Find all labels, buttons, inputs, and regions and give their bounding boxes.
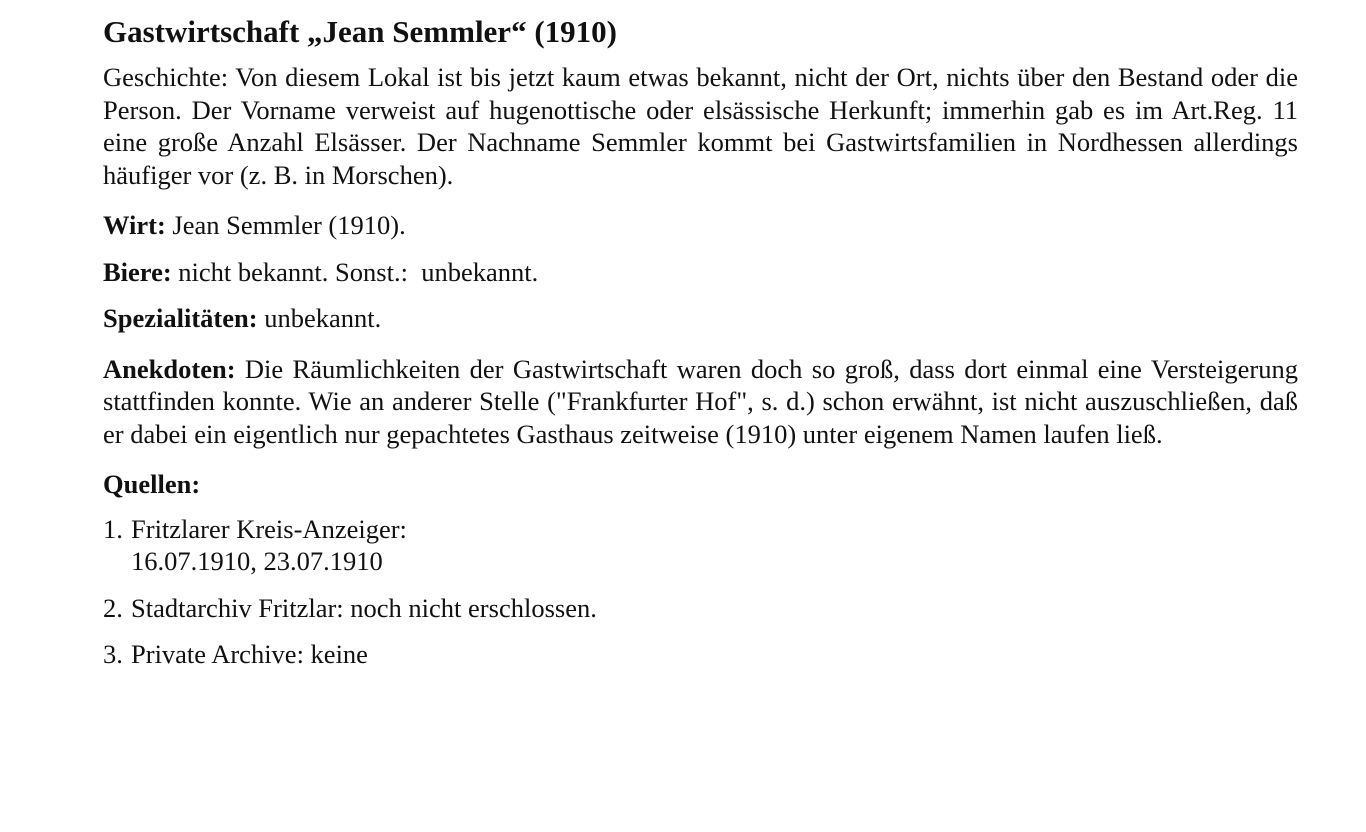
biere-label: Biere: (103, 256, 172, 287)
anekdoten-label: Anekdoten: (103, 353, 236, 384)
list-item (103, 513, 1298, 578)
list-item-text (131, 638, 368, 671)
list-item-number: 2. (103, 592, 123, 623)
list-item-line: Fritzlarer Kreis-Anzeiger: (131, 513, 407, 544)
list-item-text (131, 592, 597, 625)
list-item (103, 592, 1298, 625)
list-item-line: 16.07.1910, 23.07.1910 (131, 546, 383, 576)
list-item-text (131, 513, 407, 578)
spezialitaeten-value: unbekannt. (257, 303, 382, 333)
list-item-line: Stadtarchiv Fritzlar: noch nicht erschlossen. (131, 592, 597, 623)
anekdoten-value: Die Räumlichkeiten der Gastwirtschaft waren doch so groß, dass dort einmal eine Versteigerung stattfinden konnte. Wie an anderer Stelle ("Frankfurter Hof", s. d.) schon erwähnt, ist nicht auszuschließen, daß er dabei ein eigentlich nur gepachtetes Gasthaus zeitweise (1910) unter eigenem Namen laufen ließ. (103, 353, 1298, 449)
list-item (103, 638, 1298, 671)
quellen-heading: Quellen: (103, 469, 201, 499)
spezialitaeten-line (103, 302, 1298, 335)
page-title: Gastwirtschaft „Jean Semmler“ (1910) (103, 14, 617, 49)
list-item-number: 1. (103, 513, 123, 544)
list-item-line: Private Archive: keine (131, 639, 368, 669)
quellen-list (103, 513, 1298, 671)
spezialitaeten-label: Spezialitäten: (103, 303, 258, 333)
geschichte-paragraph: Geschichte: Von diesem Lokal ist bis jetzt kaum etwas bekannt, nicht der Ort, nichts über den Bestand oder die Person. Der Vorname verweist auf hugenottische oder elsässische Herkunft; immerhin gab es im Art.Reg. 11 eine große Anzahl Elsässer. Der Nachname Semmler kommt bei Gastwirtsfamilien in Nordhessen allerdings häufiger vor (z. B. in Morschen). (103, 62, 1298, 190)
wirt-value: Jean Semmler (1910). (165, 210, 406, 240)
biere-line (103, 256, 1298, 289)
wirt-line (103, 209, 1298, 242)
anekdoten-paragraph (103, 353, 1298, 451)
wirt-label: Wirt: (103, 210, 166, 240)
biere-value: nicht bekannt. Sonst.: unbekannt. (171, 256, 539, 287)
list-item-number: 3. (103, 639, 123, 669)
